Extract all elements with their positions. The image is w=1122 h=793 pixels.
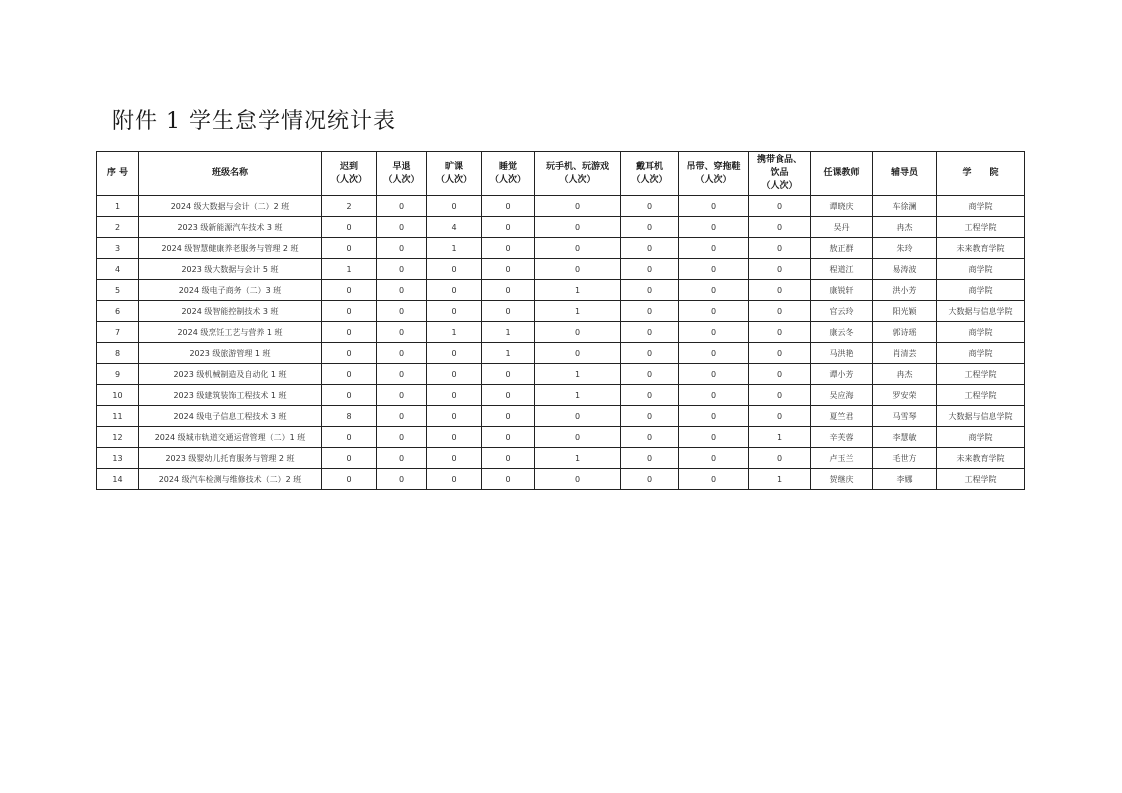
table-cell: 0 <box>427 448 482 469</box>
table-cell: 0 <box>535 427 621 448</box>
table-cell: 1 <box>535 280 621 301</box>
column-header <box>427 152 482 196</box>
table-cell: 0 <box>377 322 427 343</box>
table-cell: 1 <box>535 301 621 322</box>
table-cell: 0 <box>749 364 811 385</box>
column-header <box>621 152 679 196</box>
column-header-line: 学 院 <box>962 168 999 178</box>
table-row <box>97 385 1025 406</box>
table-row <box>97 301 1025 322</box>
table-cell: 0 <box>377 217 427 238</box>
table-cell: 2024 级智慧健康养老服务与管理 2 班 <box>139 238 322 259</box>
table-cell: 0 <box>749 280 811 301</box>
table-cell: 0 <box>377 427 427 448</box>
table-cell: 0 <box>482 238 535 259</box>
table-cell: 0 <box>679 448 749 469</box>
table-cell: 0 <box>679 385 749 406</box>
table-cell: 程道江 <box>811 259 873 280</box>
table-cell: 1 <box>535 385 621 406</box>
page-title: 附件 1 学生怠学情况统计表 <box>112 109 396 134</box>
table-cell: 4 <box>427 217 482 238</box>
table-cell: 0 <box>322 427 377 448</box>
table-cell: 2 <box>322 196 377 217</box>
table-cell: 0 <box>679 301 749 322</box>
column-header-line: 戴耳机 <box>635 161 663 172</box>
table-cell: 0 <box>621 301 679 322</box>
table-cell: 0 <box>427 259 482 280</box>
table-cell: 0 <box>427 280 482 301</box>
table-cell: 0 <box>322 385 377 406</box>
table-cell: 0 <box>621 238 679 259</box>
table-cell: 0 <box>621 427 679 448</box>
table-cell: 0 <box>482 385 535 406</box>
table-cell: 2023 级建筑装饰工程技术 1 班 <box>139 385 322 406</box>
table-cell: 0 <box>621 343 679 364</box>
table-cell: 谭晓庆 <box>811 196 873 217</box>
table-cell: 工程学院 <box>937 364 1025 385</box>
table-cell: 2024 级智能控制技术 3 班 <box>139 301 322 322</box>
table-cell: 12 <box>97 427 139 448</box>
column-header <box>377 152 427 196</box>
table-cell: 0 <box>482 406 535 427</box>
table-cell: 1 <box>535 448 621 469</box>
table-cell: 0 <box>535 469 621 490</box>
table-cell: 0 <box>679 469 749 490</box>
column-header-line: （人次） <box>695 174 732 185</box>
table-cell: 0 <box>621 364 679 385</box>
table-cell: 0 <box>535 343 621 364</box>
table-cell: 辛芙蓉 <box>811 427 873 448</box>
table-cell: 2023 级大数据与会计 5 班 <box>139 259 322 280</box>
column-header-line: 旷课 <box>444 161 463 172</box>
table-cell: 0 <box>535 322 621 343</box>
table-cell: 1 <box>749 427 811 448</box>
table-cell: 0 <box>749 259 811 280</box>
table-cell: 14 <box>97 469 139 490</box>
statistics-table <box>96 151 1025 490</box>
table-cell: 0 <box>482 469 535 490</box>
table-cell: 0 <box>679 364 749 385</box>
table-cell: 1 <box>97 196 139 217</box>
table-cell: 1 <box>427 322 482 343</box>
table-cell: 李慧敏 <box>873 427 937 448</box>
column-header-line: 玩手机、玩游戏 <box>545 161 609 172</box>
column-header <box>482 152 535 196</box>
table-cell: 0 <box>322 448 377 469</box>
table-cell: 0 <box>621 322 679 343</box>
column-header <box>937 152 1025 196</box>
table-row <box>97 322 1025 343</box>
table-cell: 0 <box>679 217 749 238</box>
table-cell: 5 <box>97 280 139 301</box>
table-cell: 商学院 <box>937 322 1025 343</box>
table-cell: 13 <box>97 448 139 469</box>
column-header-line: （人次） <box>383 174 420 185</box>
table-cell: 3 <box>97 238 139 259</box>
table-cell: 毛世方 <box>873 448 937 469</box>
table-cell: 2024 级城市轨道交通运营管理（二）1 班 <box>139 427 322 448</box>
column-header-line: （人次） <box>559 174 596 185</box>
column-header-line: 班级名称 <box>211 168 248 178</box>
table-cell: 工程学院 <box>937 385 1025 406</box>
table-cell: 0 <box>749 406 811 427</box>
table-cell: 0 <box>679 196 749 217</box>
table-cell: 0 <box>482 280 535 301</box>
table-cell: 0 <box>749 343 811 364</box>
table-row <box>97 448 1025 469</box>
table-cell: 谭小芳 <box>811 364 873 385</box>
table-cell: 0 <box>679 406 749 427</box>
table-cell: 0 <box>377 406 427 427</box>
table-cell: 商学院 <box>937 259 1025 280</box>
table-row <box>97 406 1025 427</box>
table-cell: 1 <box>535 364 621 385</box>
table-cell: 2024 级电子信息工程技术 3 班 <box>139 406 322 427</box>
table-cell: 0 <box>621 280 679 301</box>
table-row <box>97 217 1025 238</box>
column-header-line: 早退 <box>392 161 411 172</box>
table-cell: 11 <box>97 406 139 427</box>
table-cell: 0 <box>679 343 749 364</box>
table-cell: 0 <box>377 469 427 490</box>
table-cell: 0 <box>482 217 535 238</box>
column-header <box>873 152 937 196</box>
table-cell: 0 <box>427 469 482 490</box>
table-cell: 0 <box>322 469 377 490</box>
table-cell: 贺继庆 <box>811 469 873 490</box>
table-cell: 0 <box>535 217 621 238</box>
table-cell: 康云冬 <box>811 322 873 343</box>
table-cell: 未来教育学院 <box>937 448 1025 469</box>
table-cell: 阳光颖 <box>873 301 937 322</box>
table-cell: 洪小芳 <box>873 280 937 301</box>
table-cell: 8 <box>322 406 377 427</box>
table-cell: 0 <box>322 301 377 322</box>
table-cell: 0 <box>679 238 749 259</box>
table-cell: 0 <box>482 259 535 280</box>
table-cell: 康锐轩 <box>811 280 873 301</box>
table-cell: 0 <box>377 238 427 259</box>
table-cell: 朱玲 <box>873 238 937 259</box>
table-cell: 罗安荣 <box>873 385 937 406</box>
column-header-line: （人次） <box>435 174 472 185</box>
table-cell: 0 <box>535 406 621 427</box>
table-cell: 0 <box>482 196 535 217</box>
table-cell: 易涛波 <box>873 259 937 280</box>
table-cell: 商学院 <box>937 196 1025 217</box>
column-header-line: 任课教师 <box>823 168 860 178</box>
table-cell: 工程学院 <box>937 469 1025 490</box>
table-cell: 冉杰 <box>873 217 937 238</box>
table-cell: 0 <box>377 259 427 280</box>
table-cell: 李娜 <box>873 469 937 490</box>
column-header-line: 序 号 <box>106 168 129 178</box>
table-header-row <box>97 152 1025 196</box>
table-cell: 卢玉兰 <box>811 448 873 469</box>
table-cell: 商学院 <box>937 280 1025 301</box>
table-cell: 0 <box>621 385 679 406</box>
table-cell: 大数据与信息学院 <box>937 406 1025 427</box>
table-cell: 0 <box>679 322 749 343</box>
table-cell: 2024 级汽车检测与维修技术（二）2 班 <box>139 469 322 490</box>
table-cell: 马洪艳 <box>811 343 873 364</box>
table-cell: 2024 级电子商务（二）3 班 <box>139 280 322 301</box>
column-header <box>811 152 873 196</box>
table-cell: 0 <box>322 280 377 301</box>
table-cell: 未来教育学院 <box>937 238 1025 259</box>
column-header-line: 睡觉 <box>498 161 517 172</box>
table-cell: 2024 级烹饪工艺与营养 1 班 <box>139 322 322 343</box>
table-cell: 0 <box>427 343 482 364</box>
table-cell: 0 <box>749 301 811 322</box>
table-cell: 2023 级新能源汽车技术 3 班 <box>139 217 322 238</box>
column-header <box>749 152 811 196</box>
table-cell: 2023 级旅游管理 1 班 <box>139 343 322 364</box>
table-cell: 0 <box>322 217 377 238</box>
column-header-line: 携带食品、 <box>756 155 802 165</box>
table-cell: 1 <box>482 343 535 364</box>
column-header-line: （人次） <box>489 174 526 185</box>
table-cell: 0 <box>377 280 427 301</box>
table-cell: 0 <box>749 448 811 469</box>
column-header <box>535 152 621 196</box>
table-cell: 0 <box>322 364 377 385</box>
column-header <box>97 152 139 196</box>
column-header <box>322 152 377 196</box>
table-row <box>97 238 1025 259</box>
table-cell: 肖清芸 <box>873 343 937 364</box>
column-header-line: （人次） <box>631 174 668 185</box>
table-cell: 0 <box>427 301 482 322</box>
table-cell: 0 <box>427 196 482 217</box>
table-cell: 0 <box>482 364 535 385</box>
table-cell: 0 <box>427 364 482 385</box>
table-cell: 吴应海 <box>811 385 873 406</box>
table-cell: 2024 级大数据与会计（二）2 班 <box>139 196 322 217</box>
column-header-line: 辅导员 <box>890 168 918 178</box>
table-cell: 0 <box>749 322 811 343</box>
table-row <box>97 469 1025 490</box>
table-cell: 0 <box>621 217 679 238</box>
table-cell: 1 <box>749 469 811 490</box>
table-cell: 1 <box>427 238 482 259</box>
column-header-line: 饮品 <box>770 168 789 178</box>
table-cell: 2 <box>97 217 139 238</box>
table-cell: 0 <box>482 427 535 448</box>
table-cell: 6 <box>97 301 139 322</box>
table-body <box>97 196 1025 490</box>
table-cell: 大数据与信息学院 <box>937 301 1025 322</box>
table-cell: 0 <box>621 406 679 427</box>
column-header-line: 迟到 <box>339 161 358 172</box>
table-cell: 0 <box>749 196 811 217</box>
table-cell: 0 <box>322 238 377 259</box>
table-cell: 0 <box>377 385 427 406</box>
table-cell: 0 <box>377 343 427 364</box>
table-cell: 1 <box>482 322 535 343</box>
table-cell: 0 <box>535 238 621 259</box>
table-cell: 0 <box>377 196 427 217</box>
table-cell: 工程学院 <box>937 217 1025 238</box>
table-cell: 1 <box>322 259 377 280</box>
column-header-line: 吊带、穿拖鞋 <box>686 161 741 172</box>
table-cell: 0 <box>749 238 811 259</box>
table-cell: 0 <box>679 427 749 448</box>
table-cell: 0 <box>679 259 749 280</box>
table-cell: 0 <box>377 364 427 385</box>
column-header <box>679 152 749 196</box>
table-cell: 0 <box>427 427 482 448</box>
table-cell: 9 <box>97 364 139 385</box>
column-header <box>139 152 322 196</box>
table-cell: 0 <box>427 385 482 406</box>
table-cell: 0 <box>482 301 535 322</box>
table-row <box>97 259 1025 280</box>
table-cell: 0 <box>482 448 535 469</box>
table-cell: 0 <box>621 469 679 490</box>
table-cell: 4 <box>97 259 139 280</box>
table-row <box>97 343 1025 364</box>
table-cell: 0 <box>427 406 482 427</box>
table-row <box>97 196 1025 217</box>
table-cell: 官云玲 <box>811 301 873 322</box>
column-header-line: （人次） <box>761 181 798 191</box>
table-cell: 商学院 <box>937 427 1025 448</box>
table-cell: 敖正群 <box>811 238 873 259</box>
table-cell: 8 <box>97 343 139 364</box>
table-cell: 0 <box>621 259 679 280</box>
table-cell: 0 <box>679 280 749 301</box>
table-cell: 0 <box>322 322 377 343</box>
table-row <box>97 364 1025 385</box>
table-row <box>97 427 1025 448</box>
table-cell: 马雪琴 <box>873 406 937 427</box>
table-row <box>97 280 1025 301</box>
table-cell: 0 <box>377 448 427 469</box>
table-cell: 0 <box>621 448 679 469</box>
table-cell: 0 <box>535 259 621 280</box>
table-cell: 0 <box>621 196 679 217</box>
table-cell: 0 <box>749 217 811 238</box>
table-cell: 10 <box>97 385 139 406</box>
table-cell: 0 <box>535 196 621 217</box>
table-cell: 冉杰 <box>873 364 937 385</box>
table-cell: 商学院 <box>937 343 1025 364</box>
column-header-line: （人次） <box>330 174 367 185</box>
table-cell: 2023 级婴幼儿托育服务与管理 2 班 <box>139 448 322 469</box>
table-cell: 0 <box>322 343 377 364</box>
table-cell: 0 <box>377 301 427 322</box>
table-cell: 吴丹 <box>811 217 873 238</box>
table-cell: 车徐澜 <box>873 196 937 217</box>
table-cell: 2023 级机械制造及自动化 1 班 <box>139 364 322 385</box>
table-cell: 7 <box>97 322 139 343</box>
table-cell: 夏竺君 <box>811 406 873 427</box>
table-cell: 郭诗瑶 <box>873 322 937 343</box>
table-cell: 0 <box>749 385 811 406</box>
